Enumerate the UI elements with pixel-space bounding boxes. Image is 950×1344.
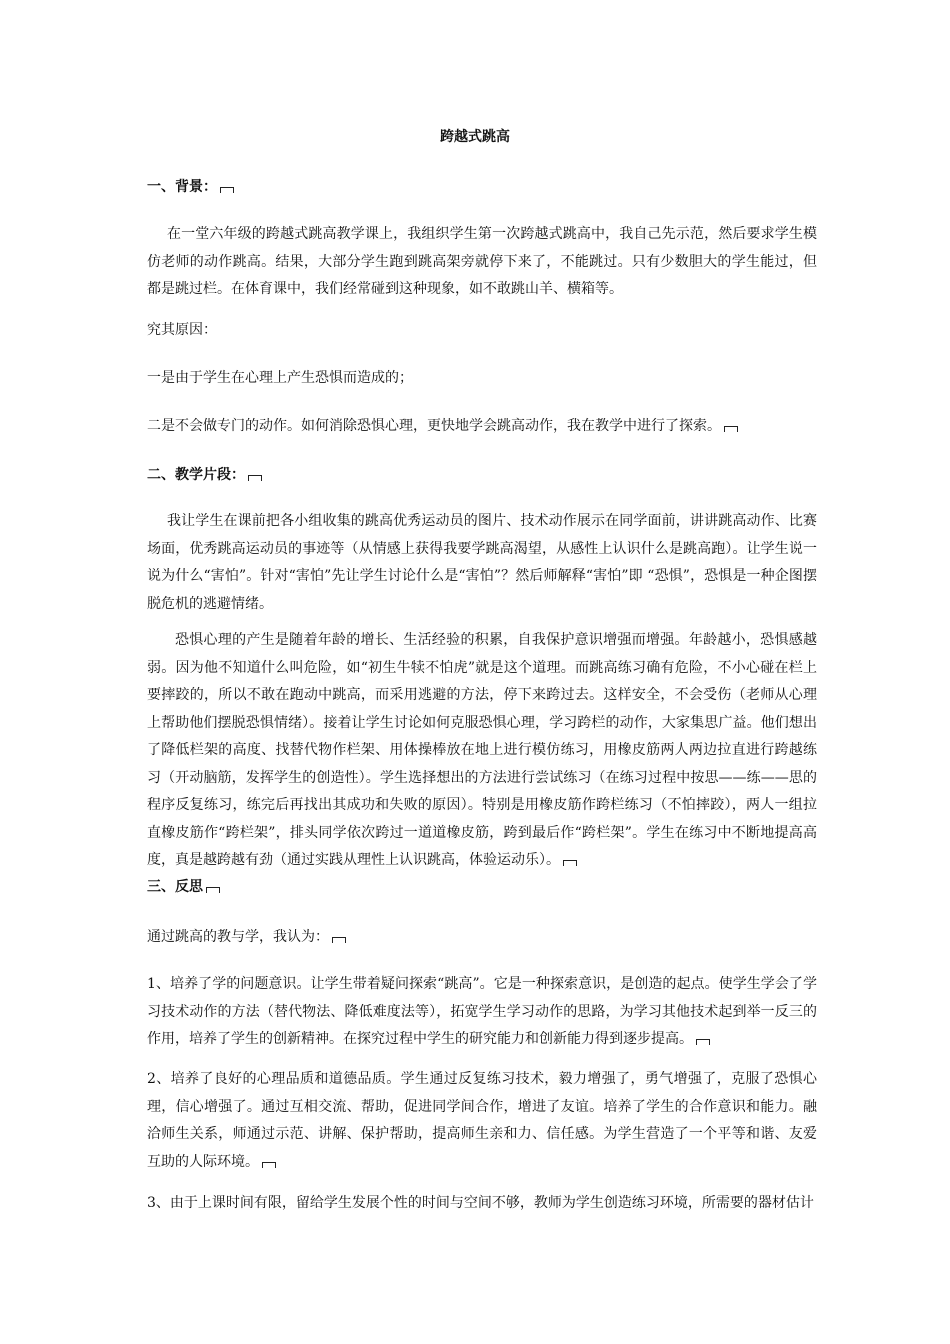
heading-reflection xyxy=(147,877,220,897)
paragraph-reason-two xyxy=(147,413,817,441)
paragraph-mark-icon xyxy=(724,426,738,432)
paragraph-point-one-text: 1、培养了学的问题意识。让学生带着疑问探索“跳高”。它是一种探索意识，是创造的起点。使学生学会了学习技术动作的方法（替代物法、降低难度法等），拓宽学生学习动作的思路，为学习其他技术起到举一反三的作用，培养了学生的创新精神。在探究过程中学生的研究能力和创新能力得到逐步提高。 xyxy=(147,976,817,1047)
paragraph-point-three: 3、由于上课时间有限，留给学生发展个性的时间与空间不够，教师为学生创造练习环境，所需要的器材估计 xyxy=(147,1195,814,1211)
paragraph-mark-icon xyxy=(206,887,220,893)
paragraph-point-one xyxy=(147,971,817,1054)
heading-teaching-text: 二、教学片段： xyxy=(147,467,245,483)
paragraph-reason-two-text: 二是不会做专门的动作。如何消除恐惧心理，更快地学会跳高动作，我在教学中进行了探索。 xyxy=(147,418,721,434)
paragraph-mark-icon xyxy=(332,937,346,943)
heading-background xyxy=(147,177,234,197)
paragraph-fear-psychology xyxy=(147,627,817,875)
paragraph-mark-icon xyxy=(696,1039,710,1045)
paragraph-point-two xyxy=(147,1066,817,1176)
paragraph-teaching-intro: 我让学生在课前把各小组收集的跳高优秀运动员的图片、技术动作展示在同学面前，讲讲跳高动作、比赛场面，优秀跳高运动员的事迹等（从情感上获得我要学跳高渴望，从感性上认识什么是跳高跑）。让学生说一说为什么“害怕”。针对“害怕”先让学生讨论什么是“害怕”？然后师解释“害怕”即 “恐惧”，恐惧是一种企图摆脱危机的逃避情绪。 xyxy=(147,513,817,612)
paragraph-reflection-intro-text: 通过跳高的教与学，我认为： xyxy=(147,929,329,945)
paragraph-mark-icon xyxy=(563,860,577,866)
paragraph-mark-icon xyxy=(220,187,234,193)
heading-background-text: 一、背景： xyxy=(147,179,217,195)
heading-reflection-text: 三、反思 xyxy=(147,879,203,895)
paragraph-background: 在一堂六年级的跨越式跳高教学课上，我组织学生第一次跨越式跳高中，我自己先示范，然后要求学生模仿老师的动作跳高。结果，大部分学生跑到跳高架旁就停下来了，不能跳过。只有少数胆大的学生能过，但都是跳过栏。在体育课中，我们经常碰到这种现象，如不敢跳山羊、横箱等。 xyxy=(147,226,817,297)
paragraph-point-two-text: 2、培养了良好的心理品质和道德品质。学生通过反复练习技术，毅力增强了，勇气增强了，克服了恐惧心理，信心增强了。通过互相交流、帮助，促进同学间合作，增进了友谊。培养了学生的合作意识和能力。融洽师生关系，师通过示范、讲解、保护帮助，提高师生亲和力、信任感。为学生营造了一个平等和谐、友爱互助的人际环境。 xyxy=(147,1071,817,1170)
paragraph-reason-intro: 究其原因： xyxy=(147,322,217,338)
heading-teaching xyxy=(147,465,262,485)
paragraph-reason-one: 一是由于学生在心理上产生恐惧而造成的； xyxy=(147,370,413,386)
paragraph-fear-text: 恐惧心理的产生是随着年龄的增长、生活经验的积累，自我保护意识增强而增强。年龄越小，恐惧感越弱。因为他不知道什么叫危险，如“初生牛犊不怕虎”就是这个道理。而跳高练习确有危险，不小心碰在栏上要摔跤的，所以不敢在跑动中跳高，而采用逃避的方法，停下来跨过去。这样安全，不会受伤（老师从心理上帮助他们摆脱恐惧情绪）。接着让学生讨论如何克服恐惧心理，学习跨栏的动作，大家集思广益。他们想出了降低栏架的高度、找替代物作栏架、用体操棒放在地上进行模仿练习，用橡皮筋两人两边拉直进行跨越练习（开动脑筋，发挥学生的创造性）。学生选择想出的方法进行尝试练习（在练习过程中按思——练——思的程序反复练习，练完后再找出其成功和失败的原因）。特别是用橡皮筋作跨栏练习（不怕摔跤），两人一组拉直橡皮筋作“跨栏架”，排头同学依次跨过一道道橡皮筋，跨到最后作“跨栏架”。学生在练习中不断地提高高度，真是越跨越有劲（通过实践从理性上认识跳高，体验运动乐）。 xyxy=(147,632,817,868)
paragraph-mark-icon xyxy=(262,1162,276,1168)
paragraph-reflection-intro xyxy=(147,924,817,952)
paragraph-mark-icon xyxy=(248,475,262,481)
document-title: 跨越式跳高 xyxy=(440,129,510,145)
